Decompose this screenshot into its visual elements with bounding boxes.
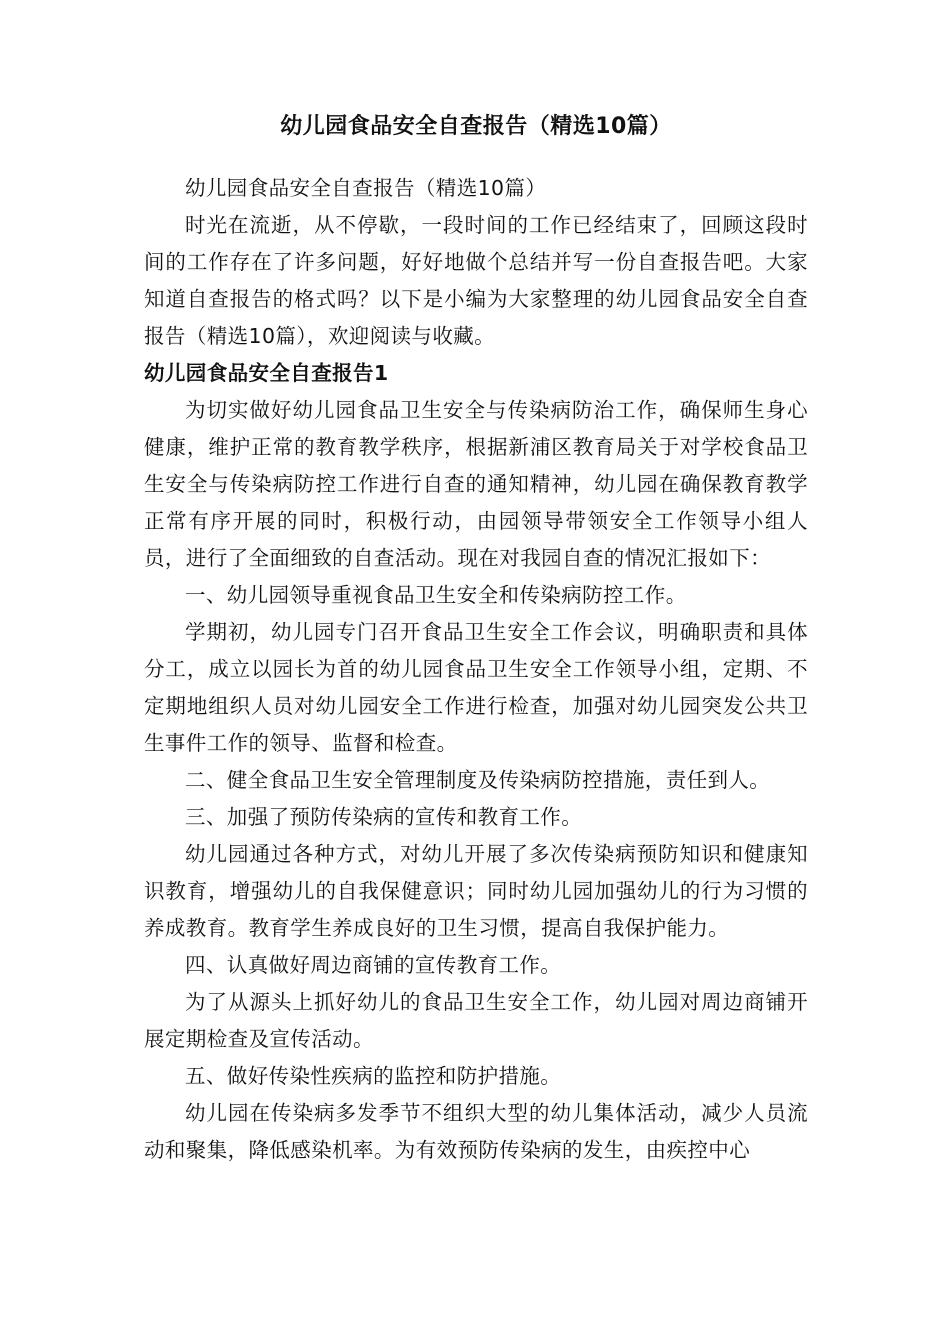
- body-paragraph: 为了从源头上抓好幼儿的食品卫生安全工作，幼儿园对周边商铺开展定期检查及宣传活动。: [144, 990, 808, 1051]
- subheading-paragraph: 四、认真做好周边商铺的宣传教育工作。: [185, 953, 562, 977]
- body-paragraph: 幼儿园在传染病多发季节不组织大型的幼儿集体活动，减少人员流动和聚集，降低感染机率。为有效预防传染病的发生，由疾控中心: [144, 1101, 808, 1162]
- document-title: 幼儿园食品安全自查报告（精选10篇）: [280, 114, 672, 139]
- subheading-paragraph: 二、健全食品卫生安全管理制度及传染病防控措施，责任到人。: [185, 768, 771, 792]
- body-paragraph: 为切实做好幼儿园食品卫生安全与传染病防治工作，确保师生身心健康，维护正常的教育教学秩序，根据新浦区教育局关于对学校食品卫生安全与传染病防控工作进行自查的通知精神，幼儿园在确保教育教学正常有序开展的同时，积极行动，由园领导带领安全工作领导小组人员，进行了全面细致的自查活动。现在对我园自查的情况汇报如下：: [144, 398, 808, 570]
- section-heading: 幼儿园食品安全自查报告1: [144, 361, 389, 385]
- subheading-paragraph: 三、加强了预防传染病的宣传和教育工作。: [185, 805, 583, 829]
- body-paragraph: 幼儿园通过各种方式，对幼儿开展了多次传染病预防知识和健康知识教育，增强幼儿的自我保健意识；同时幼儿园加强幼儿的行为习惯的养成教育。教育学生养成良好的卫生习惯，提高自我保护能力。: [144, 842, 808, 940]
- document-page: [144, 108, 808, 1169]
- intro-subtitle: 幼儿园食品安全自查报告（精选10篇）: [185, 176, 547, 200]
- body-paragraph: 学期初，幼儿园专门召开食品卫生安全工作会议，明确职责和具体分工，成立以园长为首的幼儿园食品卫生安全工作领导小组，定期、不定期地组织人员对幼儿园安全工作进行检查，加强对幼儿园突发公共卫生事件工作的领导、监督和检查。: [144, 620, 808, 755]
- intro-paragraph: 时光在流逝，从不停歇，一段时间的工作已经结束了，回顾这段时间的工作存在了许多问题，好好地做个总结并写一份自查报告吧。大家知道自查报告的格式吗？以下是小编为大家整理的幼儿园食品安全自查报告（精选10篇），欢迎阅读与收藏。: [144, 213, 808, 348]
- subheading-paragraph: 五、做好传染性疾病的监控和防护措施。: [185, 1064, 562, 1088]
- subheading-paragraph: 一、幼儿园领导重视食品卫生安全和传染病防控工作。: [185, 583, 687, 607]
